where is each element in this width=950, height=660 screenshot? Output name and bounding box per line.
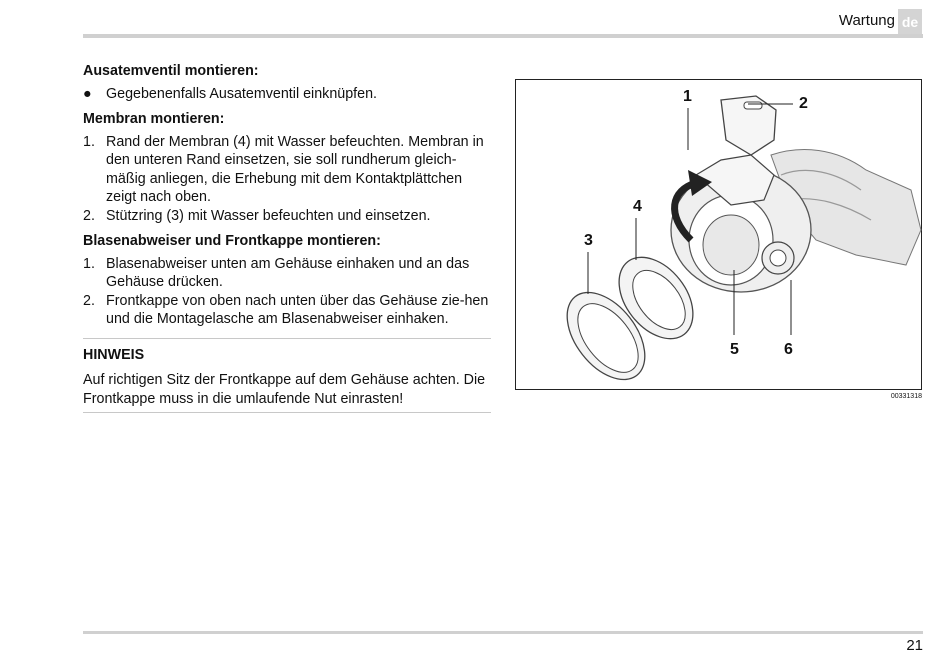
deflector-heading: Blasenabweiser und Frontkappe montieren: [83, 233, 381, 249]
callout-2: 2 [799, 95, 808, 112]
step-number: 2. [83, 207, 95, 224]
header-title: Wartung [838, 12, 895, 29]
step-text: Stützring (3) mit Wasser befeuchten und einsetzen. [106, 207, 431, 224]
step-number: 2. [83, 292, 95, 309]
instructions-column [83, 62, 491, 413]
bullet-marker: ● [83, 85, 92, 102]
callout-3: 3 [584, 232, 593, 249]
notice-text: Auf richtigen Sitz der Frontkappe auf dem Gehäuse achten. Die Frontkappe muss in die umlaufende Nut einrasten! [83, 372, 486, 407]
membrane-section [83, 110, 491, 225]
callout-5: 5 [730, 341, 739, 358]
bottom-divider [83, 631, 923, 634]
step-number: 1. [83, 255, 95, 272]
exhale-valve-section [83, 62, 491, 103]
callout-1: 1 [683, 88, 692, 105]
exhale-valve-heading: Ausatemventil montieren: [83, 63, 259, 79]
top-divider [83, 34, 923, 38]
figure-id: 00331318 [890, 393, 922, 400]
list-item-text: Gegebenenfalls Ausatemventil einknüpfen. [106, 85, 378, 102]
notice-box [83, 338, 491, 414]
step-text: Blasenabweiser unten am Gehäuse einhaken und an das Gehäuse drücken. [106, 255, 470, 290]
deflector-section [83, 232, 491, 329]
assembly-illustration [515, 79, 922, 390]
list-item [83, 85, 491, 104]
list-item [83, 207, 491, 226]
notice-title: HINWEIS [83, 346, 145, 363]
language-badge: de [898, 9, 922, 35]
list-item [83, 255, 491, 292]
step-number: 1. [83, 133, 95, 150]
membrane-heading: Membran montieren: [83, 111, 225, 127]
list-item [83, 292, 491, 329]
list-item [83, 133, 491, 207]
callout-6: 6 [784, 341, 793, 358]
page-number: 21 [906, 637, 923, 654]
step-text: Rand der Membran (4) mit Wasser befeuchten. Membran in den unteren Rand einsetzen, sie soll rundherum gleich-mäßig anliegen, die Erhebung mit dem Kontaktplättchen zeigt nach oben. [106, 133, 484, 205]
callout-4: 4 [633, 198, 642, 215]
assembly-drawing [516, 80, 923, 391]
step-text: Frontkappe von oben nach unten über das Gehäuse zie-hen und die Montagelasche am Blasenabweiser einhaken. [106, 292, 489, 327]
